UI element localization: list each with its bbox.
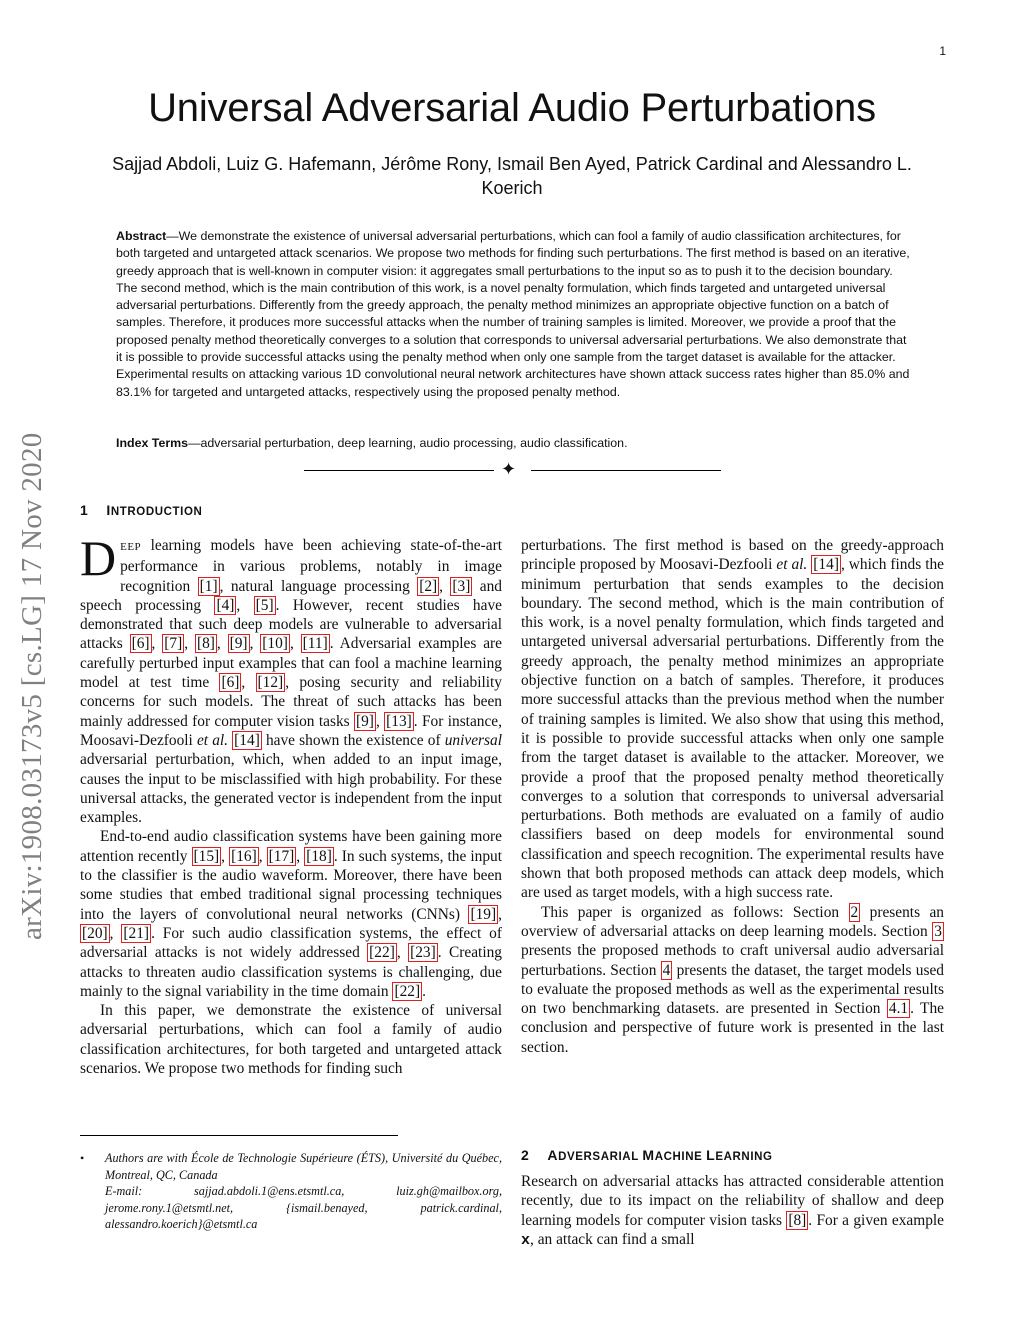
citation-link[interactable]: [4] bbox=[216, 596, 235, 614]
abstract bbox=[116, 228, 910, 401]
section2-column bbox=[521, 1172, 944, 1250]
footnote-body bbox=[105, 1150, 502, 1233]
text: , bbox=[296, 847, 305, 865]
text: , bbox=[396, 944, 409, 962]
heading-initial: L bbox=[706, 1147, 716, 1163]
section-link[interactable]: 4 bbox=[662, 961, 671, 979]
text: . Creating attacks to threaten audio classification systems is challenging, due mainly to the signal variability in the time domain bbox=[80, 944, 502, 1000]
text: , bbox=[109, 924, 122, 942]
text: . For such audio classification systems, the effect of adversarial attacks is not widely addressed bbox=[80, 924, 502, 962]
text: , bbox=[151, 635, 163, 653]
emphasis: universal bbox=[444, 731, 502, 749]
text: . Adversarial examples are carefully perturbed input examples that can fool a machine learning model at test time bbox=[80, 635, 503, 692]
citation-link[interactable]: [8] bbox=[788, 1211, 807, 1229]
text: , natural language processing bbox=[219, 577, 418, 595]
index-terms bbox=[116, 436, 910, 450]
author-list: Sajjad Abdoli, Luiz G. Hafemann, Jérôme Rony, Ismail Ben Ayed, Patrick Cardinal and Alessandro L. Koerich bbox=[112, 154, 912, 198]
email-list: E-mail: sajjad.abdoli.1@ens.etsmtl.ca, luiz.gh@mailbox.org, jerome.rony.1@etsmtl.net, {ismail.benayed, patrick.cardinal, alessandro.koerich}@etsmtl.ca bbox=[105, 1184, 502, 1232]
citation-link[interactable]: [14] bbox=[813, 556, 839, 574]
divider-star-icon: ✦ bbox=[501, 459, 517, 479]
citation-link[interactable]: [6] bbox=[221, 674, 240, 692]
text: and speech processing bbox=[80, 577, 502, 614]
affiliation: Authors are with École de Technologie Supérieure (ÉTS), Université du Québec, Montreal, QC, Canada bbox=[105, 1151, 502, 1182]
heading-rest: EARNING bbox=[715, 1151, 773, 1163]
heading-initial: A bbox=[547, 1147, 559, 1163]
text: , bbox=[236, 596, 254, 614]
citation-link[interactable]: [19] bbox=[470, 905, 497, 923]
citation-link[interactable]: [22] bbox=[394, 982, 421, 1000]
intro-paragraph-4 bbox=[521, 536, 944, 903]
author-footnote bbox=[80, 1150, 502, 1233]
citation-link[interactable]: [16] bbox=[231, 847, 257, 865]
et-al: et al. bbox=[196, 731, 229, 749]
citation-link[interactable]: [8] bbox=[196, 635, 215, 653]
text: , bbox=[498, 905, 502, 923]
citation-link[interactable]: [7] bbox=[164, 635, 183, 653]
citation-link[interactable]: [9] bbox=[229, 635, 248, 653]
citation-link[interactable]: [20] bbox=[82, 924, 108, 942]
section-number: 2 bbox=[521, 1147, 530, 1163]
intro-paragraph-3: In this paper, we demonstrate the existence of universal adversarial perturbations, which can fool a family of audio classification architectures, for both targeted and untargeted attack scenarios. We propose two methods for finding such bbox=[80, 1002, 502, 1078]
text: . bbox=[422, 982, 426, 1000]
text: perturbations. The first method is based on the greedy-approach principle proposed by Moosavi-Dezfooli bbox=[521, 537, 944, 574]
citation-link[interactable]: [1] bbox=[199, 577, 218, 595]
text: , which finds the minimum perturbation that sends examples to the decision boundary. The second method, which is the main contribution of this work, is a novel penalty formulation, which finds targeted and untargeted universal adversarial perturbations. Differently from the greedy approach, the penalty method minimizes an appropriate objective function on a batch of samples. Therefore, it produces more successful attacks than the previous method when the number of training samples is limited. We also show that using this method, it is possible to provide successful attacks when only one sample from the target dataset is available to the attacker. Moreover, we provide a proof that the proposed penalty method theoretically converges to a solution that corresponds to universal adversarial perturbations. Both methods are evaluated on a family of audio classifiers based on deep models for environmental sound classification and speech recognition. The experimental results have shown that both proposed methods can attack deep models, which are used as target models, with a high success rate. bbox=[521, 556, 944, 902]
text: . In such systems, the input to the classifier is the audio waveform. Moreover, there have been some studies that embed traditional signal processing techniques into the layers of convolutional neural networks (CNNs) bbox=[80, 847, 503, 923]
text: . The conclusion and perspective of future work is presented in the last section. bbox=[521, 1000, 944, 1056]
section-link[interactable]: 3 bbox=[934, 922, 942, 940]
arxiv-stamp[interactable]: arXiv:1908.03173v5 [cs.LG] 17 Nov 2020 bbox=[16, 432, 48, 940]
text: have shown the existence of bbox=[261, 731, 445, 749]
citation-link[interactable]: [23] bbox=[410, 944, 436, 962]
text: , bbox=[221, 847, 230, 865]
citation-link[interactable]: [12] bbox=[257, 674, 284, 692]
text: adversarial perturbation, which, when added to an input image, causes the input to be misclassified with high probability. For these universal attacks, the generated vector is independent from the input examples. bbox=[80, 751, 502, 827]
citation-link[interactable]: [6] bbox=[131, 635, 150, 653]
section-link[interactable]: 2 bbox=[850, 903, 859, 921]
index-terms-label: Index Terms bbox=[116, 436, 189, 450]
text: , bbox=[439, 577, 451, 595]
text: , posing security and reliability concerns for such models. The threat of such attacks has been mainly addressed for computer vision tasks bbox=[80, 674, 502, 730]
math-symbol: x bbox=[521, 1231, 531, 1249]
citation-link[interactable]: [9] bbox=[355, 712, 374, 730]
paper-title: Universal Adversarial Audio Perturbations bbox=[148, 86, 876, 130]
section-divider-left bbox=[304, 470, 494, 471]
citation-link[interactable]: [13] bbox=[386, 712, 412, 730]
section-link[interactable]: 4.1 bbox=[888, 1000, 909, 1018]
text: , bbox=[184, 635, 195, 653]
abstract-text: —We demonstrate the existence of universal adversarial perturbations, which can fool a family of audio classification architectures, for both targeted and untargeted attack scenarios. We propose two methods for finding such perturbations. The first method is based on an iterative, greedy approach that is well-known in computer vision: it aggregates small perturbations to the input so as to push it to the decision boundary. The second method, which is the main contribution of this work, is a novel penalty formulation, which finds targeted and untargeted universal adversarial perturbations. Differently from the greedy approach, the penalty method minimizes an appropriate objective function on a batch of samples. Therefore, it produces more successful attacks when the number of training samples is limited. Moreover, we provide a proof that the proposed penalty method theoretically converges to a solution that corresponds to universal adversarial perturbations. We also demonstrate that it is possible to provide successful attacks using the penalty method when only one sample from the target dataset is available for the attacker. Experimental results on attacking various 1D convolutional neural network architectures have shown attack success rates higher than 85.0% and 83.1% for targeted and untargeted attacks, respectively using the proposed penalty method. bbox=[116, 229, 910, 399]
citation-link[interactable]: [18] bbox=[306, 847, 332, 865]
section-divider-right bbox=[531, 470, 721, 471]
text: presents the proposed methods to craft universal audio adversarial perturbations. Section bbox=[521, 942, 944, 979]
heading-rest: NTRODUCTION bbox=[110, 506, 203, 518]
footnote-rule bbox=[80, 1135, 398, 1136]
text: , bbox=[258, 847, 267, 865]
section-heading-introduction bbox=[80, 502, 202, 518]
right-column bbox=[521, 536, 944, 1057]
text: presents the dataset, the target models used to evaluate the proposed methods as well as the experimental results on two benchmarking datasets. are presented in Section bbox=[521, 961, 944, 1018]
citation-link[interactable]: [14] bbox=[234, 731, 260, 749]
heading-initial: I bbox=[106, 502, 111, 518]
text: . For instance, Moosavi-Dezfooli bbox=[80, 712, 502, 749]
et-al: et al. bbox=[776, 556, 808, 574]
text: , bbox=[216, 635, 228, 653]
text: learning models have been achieving state-of-the-art performance in various problems, notably in image recognition bbox=[120, 537, 502, 595]
index-terms-text: —adversarial perturbation, deep learning, audio processing, audio classification. bbox=[188, 436, 628, 450]
drop-cap: D bbox=[80, 530, 117, 586]
section-number: 1 bbox=[80, 502, 89, 518]
text: , bbox=[375, 712, 385, 730]
section2-paragraph-1 bbox=[521, 1172, 944, 1250]
page-number: 1 bbox=[939, 44, 946, 58]
citation-link[interactable]: [22] bbox=[369, 944, 395, 962]
text: End-to-end audio classification systems have been gaining more attention recently bbox=[80, 828, 502, 865]
smallcaps-word: EEP bbox=[120, 541, 142, 553]
text: presents an overview of adversarial attacks on deep learning models. Section bbox=[521, 903, 944, 940]
heading-rest: DVERSARIAL bbox=[558, 1151, 643, 1163]
text: . For a given example bbox=[808, 1211, 944, 1229]
text: , bbox=[241, 674, 256, 692]
intro-paragraph-2 bbox=[80, 827, 502, 1001]
citation-link[interactable]: [2] bbox=[419, 577, 438, 595]
text: This paper is organized as follows: Section bbox=[541, 903, 849, 921]
abstract-label: Abstract bbox=[116, 229, 167, 243]
citation-link[interactable]: [3] bbox=[452, 577, 471, 595]
citation-link[interactable]: [17] bbox=[268, 847, 295, 865]
bullet-icon: • bbox=[80, 1151, 85, 1165]
heading-rest: ACHINE bbox=[654, 1151, 707, 1163]
left-column bbox=[80, 530, 503, 1078]
citation-link[interactable]: [10] bbox=[262, 635, 288, 653]
text: , bbox=[249, 635, 261, 653]
citation-link[interactable]: [15] bbox=[193, 847, 220, 865]
section-heading-adversarial-ml bbox=[521, 1147, 773, 1163]
citation-link[interactable]: [5] bbox=[255, 596, 274, 614]
heading-initial: M bbox=[642, 1147, 655, 1163]
intro-paragraph-1 bbox=[80, 530, 503, 827]
intro-paragraph-5 bbox=[521, 903, 944, 1057]
citation-link[interactable]: [21] bbox=[123, 924, 150, 942]
text: , bbox=[289, 635, 301, 653]
text: . However, recent studies have demonstrated that such deep models are vulnerable to adversarial attacks bbox=[80, 596, 502, 653]
text: Research on adversarial attacks has attracted considerable attention recently, due to its impact on the reliability of shallow and deep learning models for computer vision tasks bbox=[521, 1173, 944, 1229]
citation-link[interactable]: [11] bbox=[302, 635, 328, 653]
text: , an attack can find a small bbox=[530, 1230, 695, 1248]
